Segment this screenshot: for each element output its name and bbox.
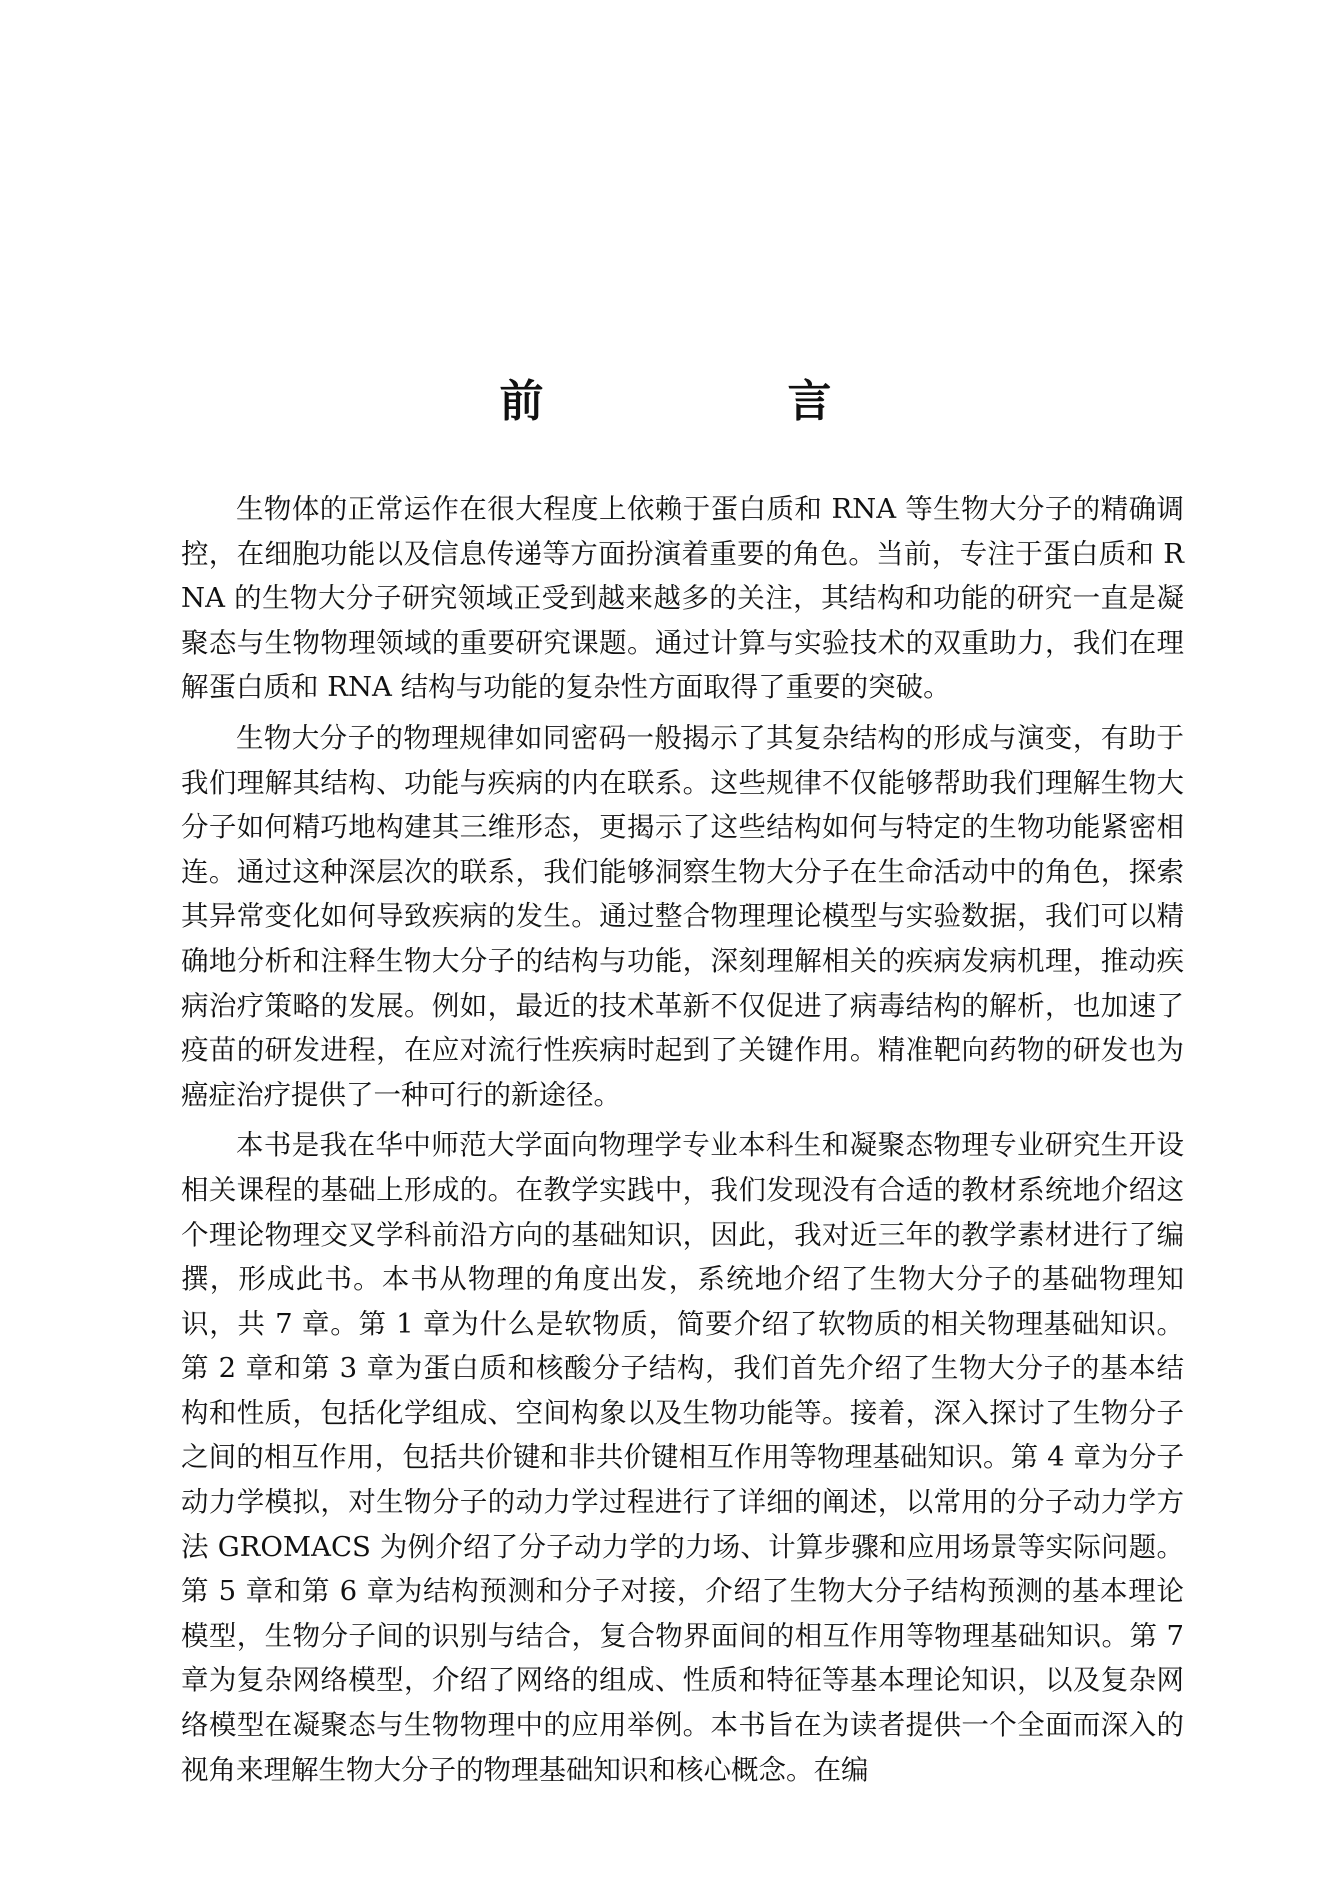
- paragraph-3: 本书是我在华中师范大学面向物理学专业本科生和凝聚态物理专业研究生开设相关课程的基础上形成的。在教学实践中，我们发现没有合适的教材系统地介绍这个理论物理交叉学科前沿方向的基础知识，因此，我对近三年的教学素材进行了编撰，形成此书。本书从物理的角度出发，系统地介绍了生物大分子的基础物理知识，共 7 章。第 1 章为什么是软物质，简要介绍了软物质的相关物理基础知识。第 2 章和第 3 章为蛋白质和核酸分子结构，我们首先介绍了生物大分子的基本结构和性质，包括化学组成、空间构象以及生物功能等。接着，深入探讨了生物分子之间的相互作用，包括共价键和非共价键相互作用等物理基础知识。第 4 章为分子动力学模拟，对生物分子的动力学过程进行了详细的阐述，以常用的分子动力学方法 GROMACS 为例介绍了分子动力学的力场、计算步骤和应用场景等实际问题。第 5 章和第 6 章为结构预测和分子对接，介绍了生物大分子结构预测的基本理论模型，生物分子间的识别与结合，复合物界面间的相互作用等物理基础知识。第 7 章为复杂网络模型，介绍了网络的组成、性质和特征等基本理论知识，以及复杂网络模型在凝聚态与生物物理中的应用举例。本书旨在为读者提供一个全面而深入的视角来理解生物大分子的物理基础知识和核心概念。在编: [181, 1129, 1184, 1786]
- paragraph-1: 生物体的正常运作在很大程度上依赖于蛋白质和 RNA 等生物大分子的精确调控，在细胞功能以及信息传递等方面扮演着重要的角色。当前，专注于蛋白质和 RNA 的生物大分子研究领域正受到越来越多的关注，其结构和功能的研究一直是凝聚态与生物物理领域的重要研究课题。通过计算与实验技术的双重助力，我们在理解蛋白质和 RNA 结构与功能的复杂性方面取得了重要的突破。: [181, 493, 1184, 704]
- preface-body: [181, 487, 1184, 1798]
- paragraph-2: 生物大分子的物理规律如同密码一般揭示了其复杂结构的形成与演变，有助于我们理解其结构、功能与疾病的内在联系。这些规律不仅能够帮助我们理解生物大分子如何精巧地构建其三维形态，更揭示了这些结构如何与特定的生物功能紧密相连。通过这种深层次的联系，我们能够洞察生物大分子在生命活动中的角色，探索其异常变化如何导致疾病的发生。通过整合物理理论模型与实验数据，我们可以精确地分析和注释生物大分子的结构与功能，深刻理解相关的疾病发病机理，推动疾病治疗策略的发展。例如，最近的技术革新不仅促进了病毒结构的解析，也加速了疫苗的研发进程，在应对流行性疾病时起到了关键作用。精准靶向药物的研发也为癌症治疗提供了一种可行的新途径。: [181, 721, 1184, 1111]
- page-title: 前 言: [499, 376, 932, 427]
